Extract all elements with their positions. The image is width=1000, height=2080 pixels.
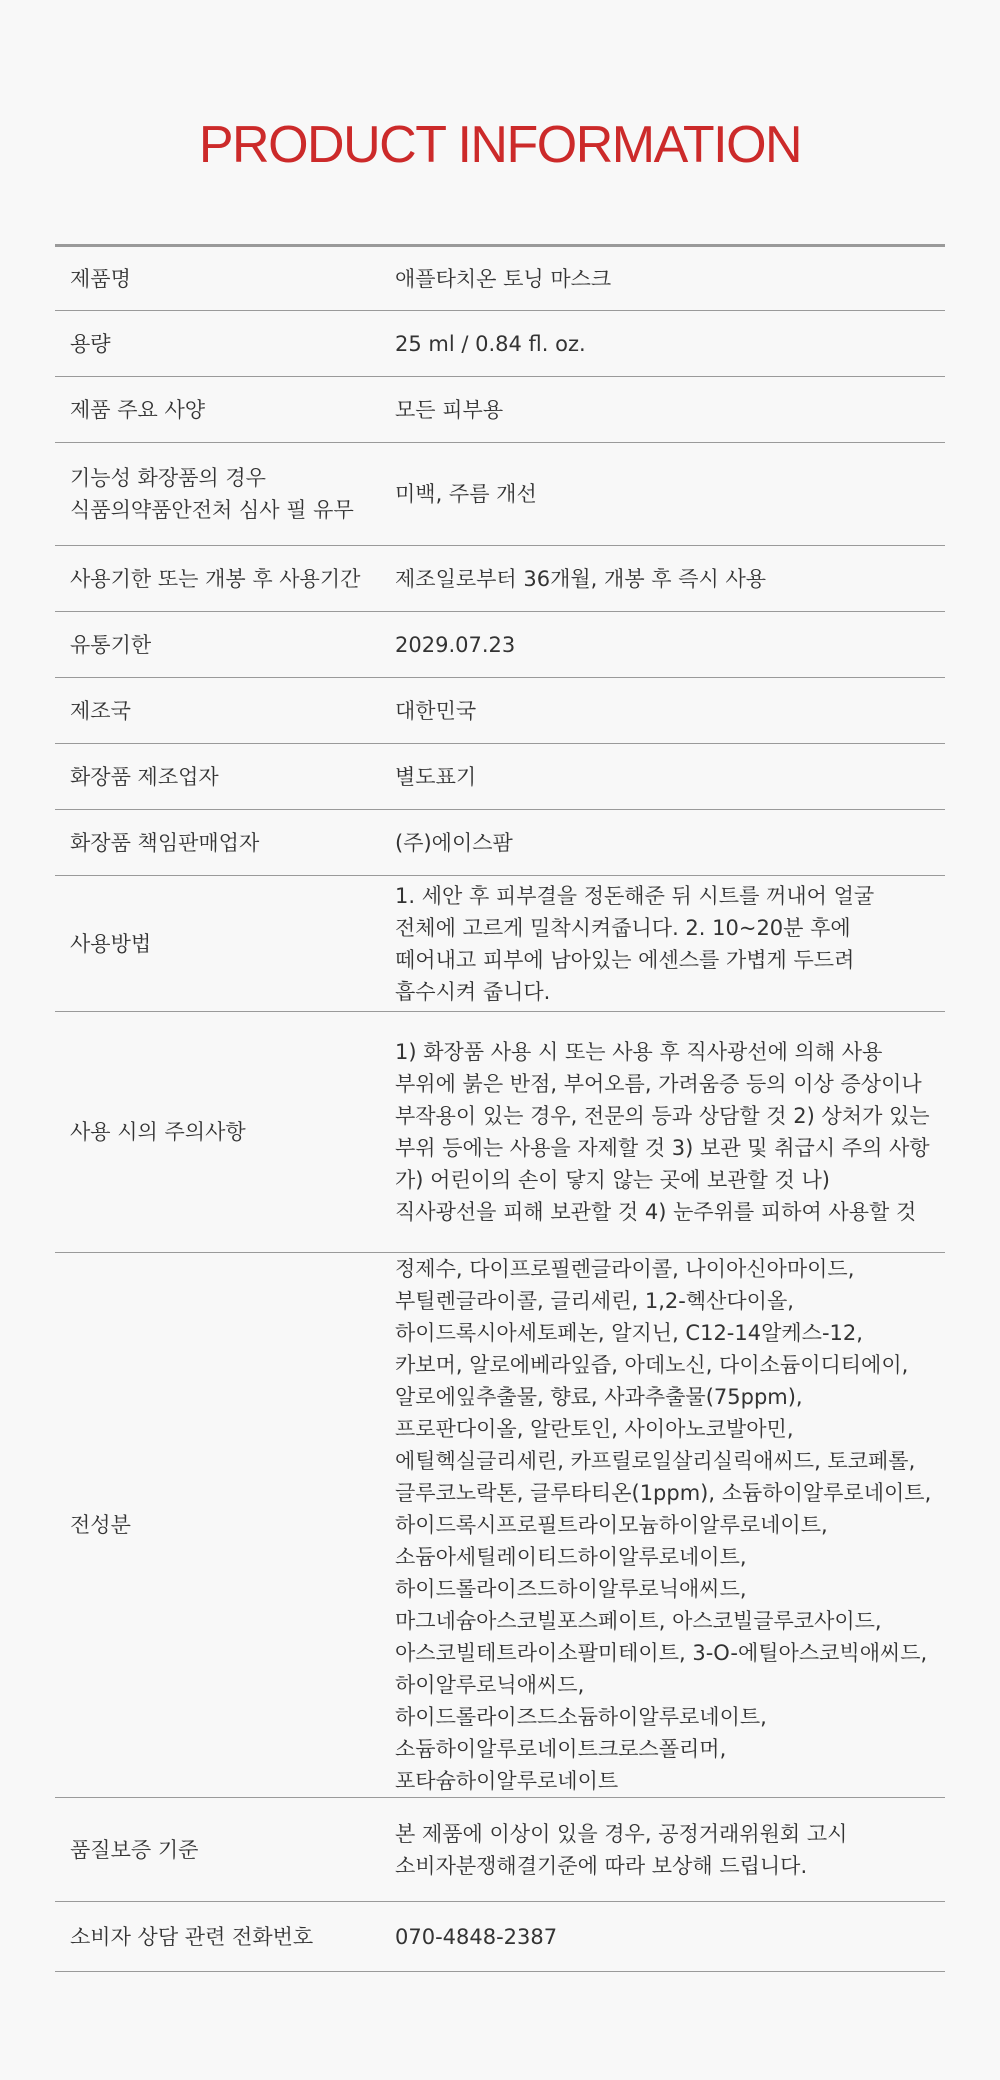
page-title: PRODUCT INFORMATION: [198, 116, 802, 174]
row-label: 사용 시의 주의사항: [55, 1012, 395, 1253]
row-value: 2029.07.23: [395, 612, 945, 678]
row-label: 제조국: [55, 678, 395, 744]
row-label-line: 기능성 화장품의 경우: [70, 466, 266, 490]
row-label: 유통기한: [55, 612, 395, 678]
product-info-table: [55, 244, 945, 1972]
row-value: 25 ml / 0.84 fl. oz.: [395, 311, 945, 377]
table-row-shelf-life: [55, 612, 945, 678]
table-row-quality-assurance: [55, 1798, 945, 1902]
row-label: [55, 443, 395, 546]
row-value: 정제수, 다이프로필렌글라이콜, 나이아신아마이드, 부틸렌글라이콜, 글리세린, 1,2-헥산다이올, 하이드록시아세토페논, 알지닌, C12-14알케스-12, 카보머, 알로에베라잎즙, 아데노신, 다이소듐이디티에이, 알로에잎추출물, 향료, 사과추출물(75ppm), 프로판다이올, 알란토인, 사이아노코발아민, 에틸헥실글리세린, 카프릴로일살리실릭애씨드, 토코페롤, 글루코노락톤, 글루타티온(1ppm), 소듐하이알루로네이트, 하이드록시프로필트라이모늄하이알루로네이트, 소듐아세틸레이티드하이알루로네이트, 하이드롤라이즈드하이알루로닉애씨드, 마그네슘아스코빌포스페이트, 아스코빌글루코사이드, 아스코빌테트라이소팔미테이트, 3-O-에틸아스코빅애씨드, 하이알루로닉애씨드, 하이드롤라이즈드소듐하이알루로네이트, 소듐하이알루로네이트크로스폴리머, 포타슘하이알루로네이트: [395, 1253, 945, 1798]
table-row-precautions: [55, 1012, 945, 1253]
row-label: 제품 주요 사양: [55, 377, 395, 443]
table-row-main-spec: [55, 377, 945, 443]
row-label: 화장품 책임판매업자: [55, 810, 395, 876]
table-row-product-name: [55, 246, 945, 311]
row-value: 애플타치온 토닝 마스크: [395, 246, 945, 311]
table-row-ingredients: [55, 1253, 945, 1798]
table-row-expiry-period: [55, 546, 945, 612]
table-row-seller: [55, 810, 945, 876]
row-value: 별도표기: [395, 744, 945, 810]
row-label: 사용방법: [55, 876, 395, 1012]
table-row-contact-phone: [55, 1902, 945, 1972]
row-label: 제품명: [55, 246, 395, 311]
row-label: 전성분: [55, 1253, 395, 1798]
row-label: 사용기한 또는 개봉 후 사용기간: [55, 546, 395, 612]
row-label: 품질보증 기준: [55, 1798, 395, 1902]
row-label-line: 식품의약품안전처 심사 필 유무: [70, 498, 354, 522]
row-value: 미백, 주름 개선: [395, 443, 945, 546]
table-row-functional-cosmetics: [55, 443, 945, 546]
row-value: 제조일로부터 36개월, 개봉 후 즉시 사용: [395, 546, 945, 612]
table-row-country: [55, 678, 945, 744]
row-value: 070-4848-2387: [395, 1902, 945, 1972]
row-value: 모든 피부용: [395, 377, 945, 443]
row-value: (주)에이스팜: [395, 810, 945, 876]
row-value: 1. 세안 후 피부결을 정돈해준 뒤 시트를 꺼내어 얼굴 전체에 고르게 밀착시켜줍니다. 2. 10~20분 후에 떼어내고 피부에 남아있는 에센스를 가볍게 두드려 흡수시켜 줍니다.: [395, 876, 945, 1012]
row-label: 용량: [55, 311, 395, 377]
table-row-usage: [55, 876, 945, 1012]
row-label: 화장품 제조업자: [55, 744, 395, 810]
table-row-manufacturer: [55, 744, 945, 810]
table-row-volume: [55, 311, 945, 377]
row-value: 본 제품에 이상이 있을 경우, 공정거래위원회 고시 소비자분쟁해결기준에 따라 보상해 드립니다.: [395, 1798, 945, 1902]
row-value: 1) 화장품 사용 시 또는 사용 후 직사광선에 의해 사용 부위에 붉은 반점, 부어오름, 가려움증 등의 이상 증상이나 부작용이 있는 경우, 전문의 등과 상담할 것 2) 상처가 있는 부위 등에는 사용을 자제할 것 3) 보관 및 취급시 주의 사항 가) 어린이의 손이 닿지 않는 곳에 보관할 것 나) 직사광선을 피해 보관할 것 4) 눈주위를 피하여 사용할 것: [395, 1012, 945, 1253]
row-value: 대한민국: [395, 678, 945, 744]
row-label: 소비자 상담 관련 전화번호: [55, 1902, 395, 1972]
